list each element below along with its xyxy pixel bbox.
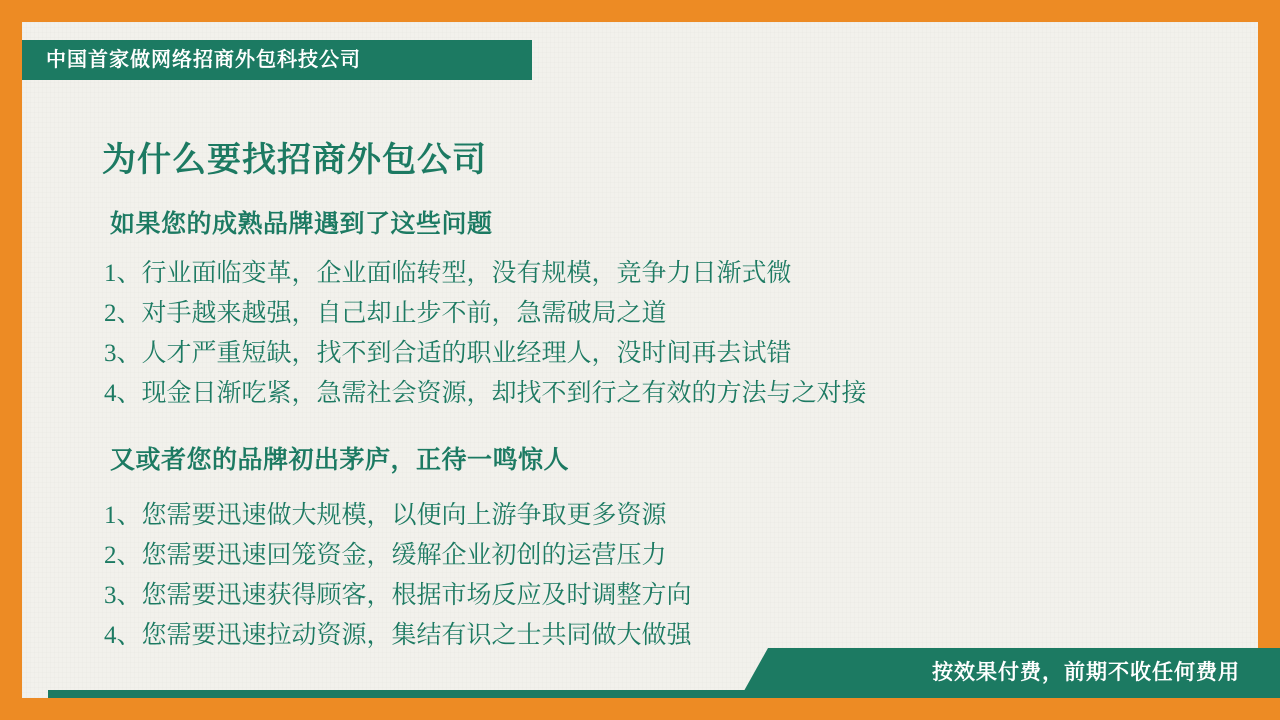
slide-card [22,22,1258,698]
footer-accent-strip [48,690,768,698]
page-title: 为什么要找招商外包公司 [102,141,487,179]
header-ribbon-label: 中国首家做网络招商外包科技公司 [46,49,361,71]
section-list-newbrand [104,496,692,656]
list-item: 1、行业面临变革，企业面临转型，没有规模，竞争力日渐式微 [104,260,792,287]
list-item: 3、您需要迅速获得顾客，根据市场反应及时调整方向 [104,582,692,609]
list-item: 4、现金日渐吃紧，急需社会资源，却找不到行之有效的方法与之对接 [104,380,867,407]
list-item: 3、人才严重短缺，找不到合适的职业经理人，没时间再去试错 [104,340,792,367]
list-item: 2、您需要迅速回笼资金，缓解企业初创的运营压力 [104,542,667,569]
section-list-problems [104,254,867,414]
list-item: 2、对手越来越强，自己却止步不前，急需破局之道 [104,300,667,327]
header-ribbon [22,40,532,80]
list-item: 1、您需要迅速做大规模，以便向上游争取更多资源 [104,502,667,529]
footer-banner [0,648,1280,698]
footer-label: 按效果付费，前期不收任何费用 [932,661,1240,684]
list-item: 4、您需要迅速拉动资源，集结有识之士共同做大做强 [104,622,692,649]
section-heading-problems: 如果您的成熟品牌遇到了这些问题 [110,210,493,238]
section-heading-newbrand: 又或者您的品牌初出茅庐，正待一鸣惊人 [110,446,570,474]
